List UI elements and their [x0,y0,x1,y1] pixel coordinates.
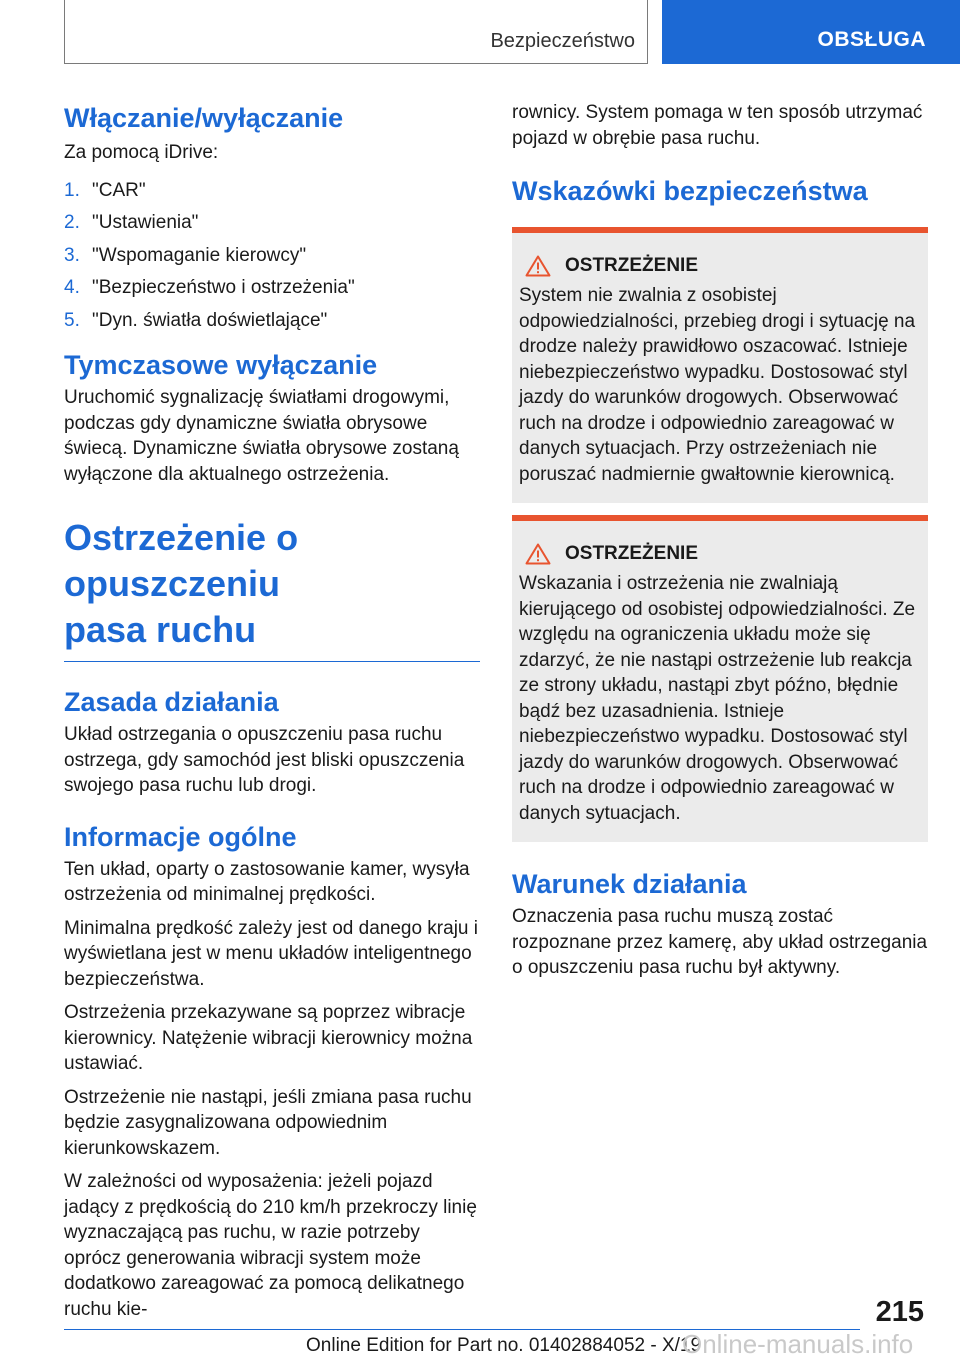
header-tab[interactable] [662,0,960,64]
list-item [64,308,480,334]
list-item [64,178,480,204]
header-section-box [64,0,648,64]
warning-text: System nie zwalnia z osobistej odpowiedzialności, przebieg drogi i sytuację na drodze należy prawidłowo oszacować. Istnieje niebezpieczeństwo wypadku. Dostosować styl jazdy do warunków drogowych. Obserwować ruch na drodze i odpowiednio zareagować w danych sytuacjach. Przy ostrzeżeniach nie poruszać nadmiernie gwałtownie kierownicą. [519,285,916,485]
heading-tymczasowe: Tymczasowe wyłączanie [64,350,378,380]
heading-zasada: Zasada działania [64,687,279,717]
heading-warunek: Warunek działania [512,869,747,899]
warning-box [512,515,928,842]
steps-list [64,178,480,334]
header-tab-label: OBSŁUGA [817,28,926,51]
list-item [64,275,480,301]
step-number: 4. [64,277,80,298]
info-paragraph: Ostrzeżenia przekazywane są poprzez wibracje kierownicy. Natężenie wibracji kierownicy można ustawiać. [64,1002,473,1074]
warunek-text: Oznaczenia pasa ruchu muszą zostać rozpoznane przez kamerę, aby układ ostrzegania o opuszczeniu pasa ruchu był aktywny. [512,906,928,978]
warning-triangle-icon [525,543,551,565]
step-text: "Ustawienia" [92,212,199,233]
warning-title-text: OSTRZEŻENIE [565,255,699,276]
warning-title [519,543,918,565]
main-heading [64,515,480,653]
warning-box [512,227,928,503]
step-text: "Dyn. światła doświetlające" [92,309,328,331]
heading-wskazowki: Wskazówki bezpieczeństwa [512,176,868,206]
header-section-title: Bezpieczeństwo [490,30,635,52]
left-column [64,100,480,1322]
right-column [512,100,928,981]
tymczasowe-text: Uruchomić sygnalizację światłami drogowymi, podczas gdy dynamiczne światła obrysowe świecą. Dynamiczne światła obrysowe zostaną wyłączone dla aktualnego ostrzeżenia. [64,387,459,485]
info-paragraph: Minimalna prędkość zależy jest od danego kraju i wyświetlana jest w menu układów inteligentnego bezpieczeństwa. [64,917,478,990]
step-number: 2. [64,212,80,233]
main-heading-line-1: Ostrzeżenie o opuszczeniu [64,517,299,604]
heading-informacje: Informacje ogólne [64,821,297,852]
info-paragraph: Ostrzeżenie nie nastąpi, jeśli zmiana pasa ruchu będzie zasygnalizowana odpowiednim kierunkowskazem. [64,1086,472,1159]
step-number: 1. [64,179,80,201]
footer-brand-watermark: Online-manuals.info [682,1329,914,1359]
step-number: 5. [64,309,80,331]
step-text: "Wspomaganie kierowcy" [92,244,307,266]
info-paragraph: W zależności od wyposażenia: jeżeli pojazd jadący z prędkością do 210 km/h przekroczy linię wyznaczającą pas ruchu, w razie potrzeby oprócz generowania wibracji system może dodatkowo zareagować za pomocą delikatnego ruchu kie- [64,1171,477,1320]
step-text: "CAR" [92,179,146,201]
heading-wlaczanie: Włączanie/wyłączanie [64,103,344,133]
zasada-text: Układ ostrzegania o opuszczeniu pasa ruchu ostrzega, gdy samochód jest bliski opuszczenia swojego pasa ruchu lub drogi. [64,724,465,796]
main-heading-line-2: pasa ruchu [64,609,257,650]
footer-edition: Online Edition for Part no. 01402884052 - X/19 [306,1335,702,1356]
step-text: "Bezpieczeństwo i ostrzeżenia" [92,277,355,298]
warning-title-text: OSTRZEŻENIE [565,543,699,564]
intro-text: Za pomocą iDrive: [64,142,219,163]
list-item [64,243,480,269]
warning-triangle-icon [525,255,551,277]
heading-divider [64,661,480,662]
page-number: 215 [875,1296,924,1328]
list-item [64,210,480,236]
info-paragraph: Ten układ, oparty o zastosowanie kamer, wysyła ostrzeżenia od minimalnej prędkości. [64,858,470,905]
warning-title [519,255,918,277]
warning-text: Wskazania i ostrzeżenia nie zwalniają kierującego od osobistej odpowiedzialności. Ze względu na ograniczenia układu może się zdarzyć, że nie nastąpi ostrzeżenie lub reakcja ze strony układu, nastąpi zbyt późno, błędnie bądź bez uzasadnienia. Istnieje niebezpieczeństwo wypadku. Dostosować styl jazdy do warunków drogowych. Obserwować ruch na drodze i odpowiednio zareagować w danych sytuacjach. [519,573,916,824]
continued-text: rownicy. System pomaga w ten sposób utrzymać pojazd w obrębie pasa ruchu. [512,102,923,149]
step-number: 3. [64,244,80,266]
